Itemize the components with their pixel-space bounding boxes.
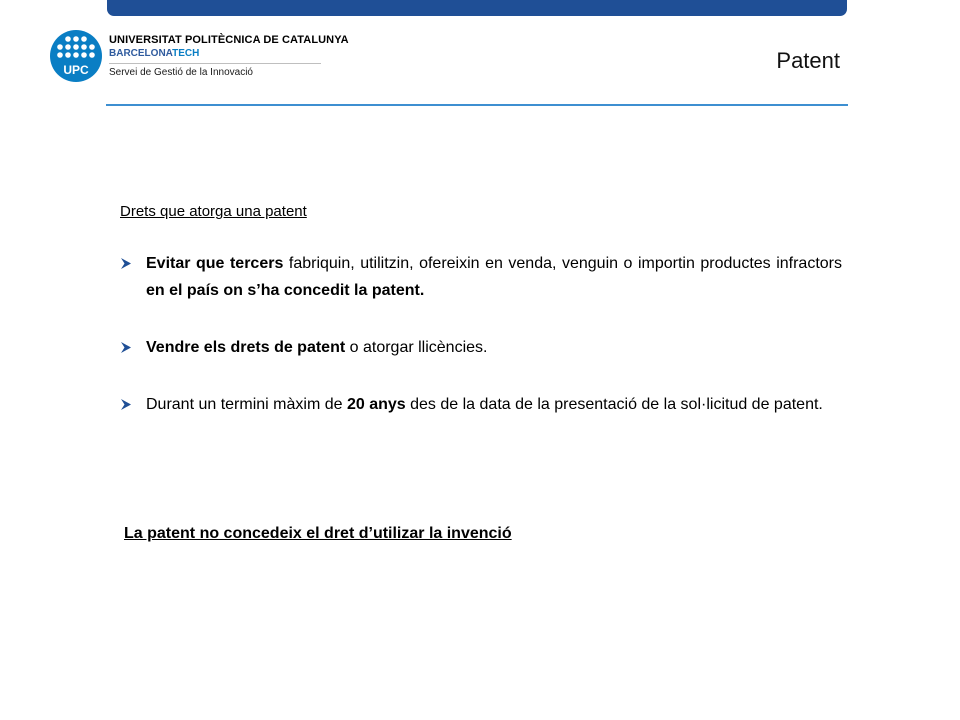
bullet-1-bold-start: Evitar que tercers (146, 255, 284, 272)
logo-letters: UPC (63, 63, 89, 77)
campus-name-part2: TECH (172, 48, 200, 59)
logo-divider (109, 63, 321, 64)
bullet-item (120, 391, 842, 418)
bullet-3-text-end: des de la data de la presentació de la sol·licitud de patent. (405, 396, 823, 413)
arrow-bullet-icon (120, 398, 132, 411)
section-heading: Drets que atorga una patent (120, 203, 307, 220)
top-banner-bar (107, 0, 847, 16)
arrow-bullet-icon (120, 257, 132, 270)
bullet-2-text: o atorgar llicències. (345, 339, 488, 356)
bullet-3-text-start: Durant un termini màxim de (146, 396, 347, 413)
header-divider (106, 104, 848, 106)
campus-name (109, 48, 199, 59)
university-name: UNIVERSITAT POLITÈCNICA DE CATALUNYA (109, 34, 349, 46)
bullet-item (120, 250, 842, 304)
bullet-1-bold-end: en el país on s’ha concedit la patent. (146, 282, 425, 299)
bullet-3-bold: 20 anys (346, 396, 406, 413)
upc-logo (50, 30, 350, 86)
upc-logo-mark-icon (50, 30, 102, 82)
bullet-2-bold-start: Vendre els drets de patent (146, 339, 346, 356)
arrow-bullet-icon (120, 341, 132, 354)
bullet-item (120, 334, 842, 361)
unit-name: Servei de Gestió de la Innovació (109, 67, 253, 78)
campus-name-part1: BARCELONA (109, 48, 173, 59)
bullet-1-text: fabriquin, utilitzin, ofereixin en venda, venguin o importin productes infractors (283, 255, 842, 272)
slide-content (120, 203, 842, 448)
conclusion-note: La patent no concedeix el dret d’utilizar la invenció (124, 525, 512, 542)
slide-title: Patent (776, 48, 840, 73)
